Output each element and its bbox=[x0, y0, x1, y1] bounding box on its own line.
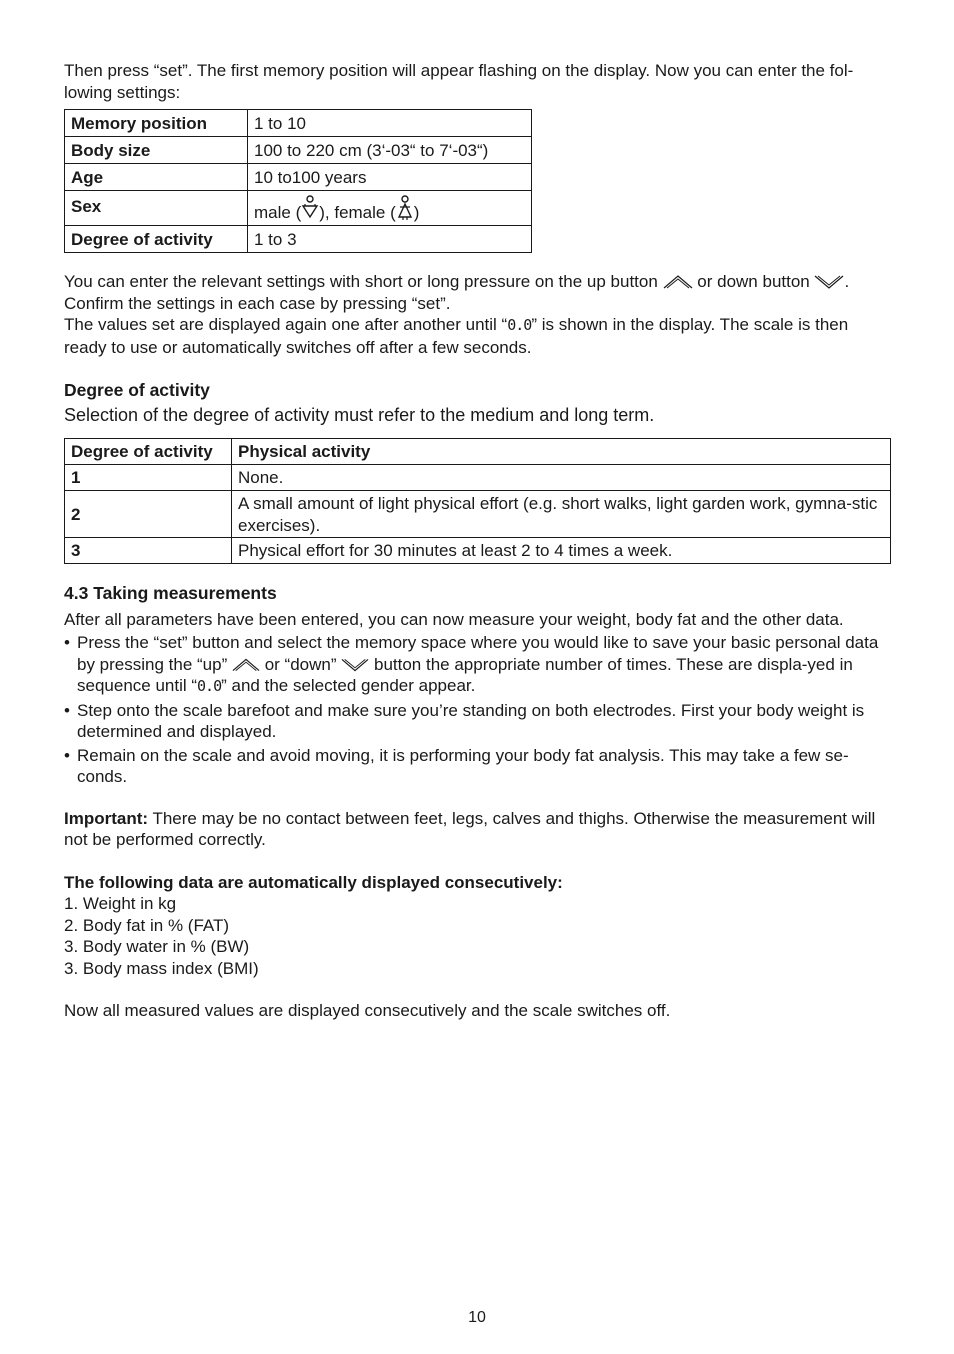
male-symbol-icon bbox=[301, 195, 319, 221]
settings-label: Degree of activity bbox=[65, 226, 248, 253]
lcd-readout: 0.0 bbox=[197, 677, 222, 695]
table-row bbox=[65, 110, 532, 137]
list-item: • Step onto the scale barefoot and make sure you’re standing on both electrodes. First your body weight is determined and displayed. bbox=[64, 700, 892, 743]
intro-paragraph: Then press “set”. The first memory position will appear flashing on the display. Now you can enter the fol-lowing settings: bbox=[64, 61, 854, 102]
settings-value-sex bbox=[248, 191, 532, 226]
activity-level: 3 bbox=[65, 538, 232, 564]
closing-paragraph: Now all measured values are displayed consecutively and the scale switches off. bbox=[64, 1001, 671, 1020]
settings-line-2: Confirm the settings in each case by pressing “set”. bbox=[64, 293, 451, 313]
measure-heading: 4.3 Taking measurements bbox=[64, 583, 277, 603]
activity-description: None. bbox=[232, 465, 891, 491]
down-chevron-icon bbox=[341, 657, 369, 673]
settings-label: Sex bbox=[65, 191, 248, 226]
settings-line-1: You can enter the relevant settings with short or long pressure on the up button or down button . bbox=[64, 272, 850, 291]
settings-paragraph bbox=[64, 271, 890, 358]
female-symbol-icon bbox=[396, 195, 414, 221]
settings-value: 10 to100 years bbox=[248, 164, 532, 191]
down-chevron-icon bbox=[814, 274, 844, 290]
table-header-row bbox=[65, 439, 891, 465]
settings-line-3: The values set are displayed again one after another until “0.0” is shown in the display. The scale is then ready to use or automatically switches off after a few seconds. bbox=[64, 315, 849, 357]
important-note: Important: There may be no contact between feet, legs, calves and thighs. Otherwise the measurement will not be performed correctly. bbox=[64, 808, 876, 849]
activity-level: 1 bbox=[65, 465, 232, 491]
list-item: • Press the “set” button and select the memory space where you would like to save your basic personal data by pressing the “up” or “down” button the appropriate number of times. These are displa-yed in sequence until “0.0” and the selected gender appear. bbox=[64, 632, 892, 698]
manual-page bbox=[64, 60, 892, 1022]
activity-table bbox=[64, 438, 891, 564]
table-row bbox=[65, 538, 891, 564]
table-row bbox=[65, 137, 532, 164]
sex-close: ) bbox=[413, 202, 420, 222]
activity-heading: Degree of activity bbox=[64, 380, 210, 400]
table-row bbox=[65, 164, 532, 191]
female-label: ), female ( bbox=[319, 202, 396, 222]
settings-value: 1 to 3 bbox=[248, 226, 532, 253]
settings-table bbox=[64, 109, 532, 253]
measure-steps bbox=[64, 632, 892, 788]
list-item: • Remain on the scale and avoid moving, it is performing your body fat analysis. This may take a few se-conds. bbox=[64, 745, 892, 788]
displayed-list bbox=[64, 893, 892, 979]
displayed-heading: The following data are automatically displayed consecutively: bbox=[64, 872, 563, 892]
list-item: 3. Body water in % (BW) bbox=[64, 937, 250, 956]
important-label: Important: bbox=[64, 808, 149, 828]
up-chevron-icon bbox=[663, 274, 693, 290]
male-label: male ( bbox=[254, 202, 302, 222]
measure-intro: After all parameters have been entered, you can now measure your weight, body fat and the other data. bbox=[64, 609, 844, 629]
up-chevron-icon bbox=[232, 657, 260, 673]
settings-value: 100 to 220 cm (3‘-03“ to 7‘-03“) bbox=[248, 137, 532, 164]
column-header: Physical activity bbox=[232, 439, 891, 465]
list-item: 2. Body fat in % (FAT) bbox=[64, 915, 230, 935]
settings-label: Memory position bbox=[65, 110, 248, 137]
settings-value: 1 to 10 bbox=[248, 110, 532, 137]
column-header: Degree of activity bbox=[65, 439, 232, 465]
activity-description: Physical effort for 30 minutes at least 2 to 4 times a week. bbox=[232, 538, 891, 564]
table-row bbox=[65, 465, 891, 491]
list-item: 3. Body mass index (BMI) bbox=[64, 958, 259, 978]
list-item: 1. Weight in kg bbox=[64, 894, 177, 913]
settings-label: Body size bbox=[65, 137, 248, 164]
table-row bbox=[65, 191, 532, 226]
lcd-readout: 0.0 bbox=[507, 316, 532, 334]
table-row bbox=[65, 226, 532, 253]
activity-level: 2 bbox=[65, 491, 232, 538]
settings-label: Age bbox=[65, 164, 248, 191]
activity-description: A small amount of light physical effort (e.g. short walks, light garden work, gymna-stic exercises). bbox=[232, 491, 891, 538]
page-number: 10 bbox=[468, 1309, 486, 1326]
table-row bbox=[65, 491, 891, 538]
activity-intro: Selection of the degree of activity must refer to the medium and long term. bbox=[64, 404, 655, 425]
